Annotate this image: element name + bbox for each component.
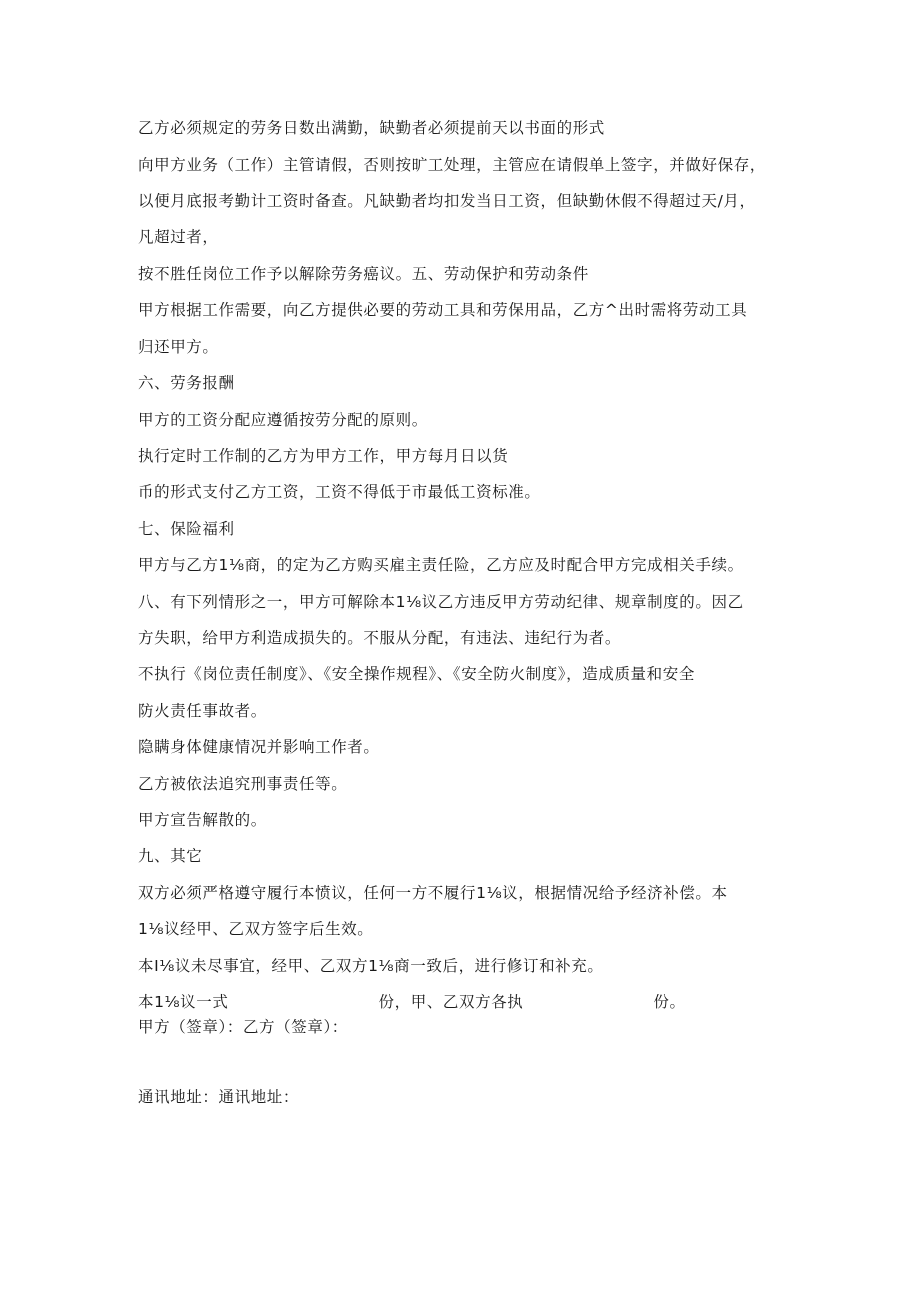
text-line: 1⅛议经甲、乙双方签字后生效。 [138,920,374,938]
text-line: 本I⅛议未尽事宜，经甲、乙双方1⅛商一致后，进行修订和补充。 [138,957,604,975]
text-line: 执行定时工作制的乙方为甲方工作，甲方每月日以货 [138,447,509,465]
text-line: 不执行《岗位责任制度》、《安全操作规程》、《安全防火制度》，造成质量和安全 [138,665,695,683]
text-line: 向甲方业务（工作）主管请假，否则按旷工处理，主管应在请假单上签字，并做好保存， [138,156,766,174]
text-line: 八、有下列情形之一，甲方可解除本1⅛议乙方违反甲方劳动纪律、规章制度的。因乙 [138,593,744,611]
address-line: 通讯地址：通讯地址： [138,1088,300,1106]
text-line: 凡超过者， [138,228,219,246]
text-line: 币的形式支付乙方工资，工资不得低于市最低工资标准。 [138,483,541,501]
text-line: 甲方宣告解散的。 [138,811,267,829]
text-line: 甲方的工资分配应遵循按劳分配的原则。 [138,411,428,429]
text-line: 以便月底报考勤计工资时备查。凡缺勤者均扣发当日工资，但缺勤休假不得超过天/月， [138,192,756,210]
text-line: 甲方与乙方1⅛商，的定为乙方购买雇主责任险，乙方应及时配合甲方完成相关手续。 [138,556,744,574]
copies-part-1: 本1⅛议一式 [138,993,229,1011]
text-line: 双方必须严格遵守履行本愤议，任何一方不履行1⅛议，根据情况给予经济补偿。本 [138,884,728,902]
text-line: 防火责任事故者。 [138,702,267,720]
text-line: 隐瞒身体健康情况并影响工作者。 [138,738,380,756]
copies-part-2: 份，甲、乙双方各执 [378,993,524,1011]
text-line: 方失职，给甲方利造成损失的。不服从分配，有违法、违纪行为者。 [138,629,622,647]
section-heading: 六、劳务报酬 [138,374,235,392]
text-line: 归还甲方。 [138,338,219,356]
copies-part-3: 份。 [653,993,686,1011]
signature-line: 甲方（签章）：乙方（签章）： [138,1018,348,1036]
text-line: 甲方根据工作需要，向乙方提供必要的劳动工具和劳保用品，乙方^出时需将劳动工具 [138,301,748,319]
copies-line [138,992,686,1012]
section-heading: 九、其它 [138,847,203,865]
text-line: 乙方必须规定的劳务日数出满勤，缺勤者必须提前天以书面的形式 [138,119,605,137]
section-heading: 七、保险福利 [138,520,235,538]
text-line: 按不胜任岗位工作予以解除劳务癌议。五、劳动保护和劳动条件 [138,265,589,283]
text-line: 乙方被依法追究刑事责任等。 [138,775,348,793]
